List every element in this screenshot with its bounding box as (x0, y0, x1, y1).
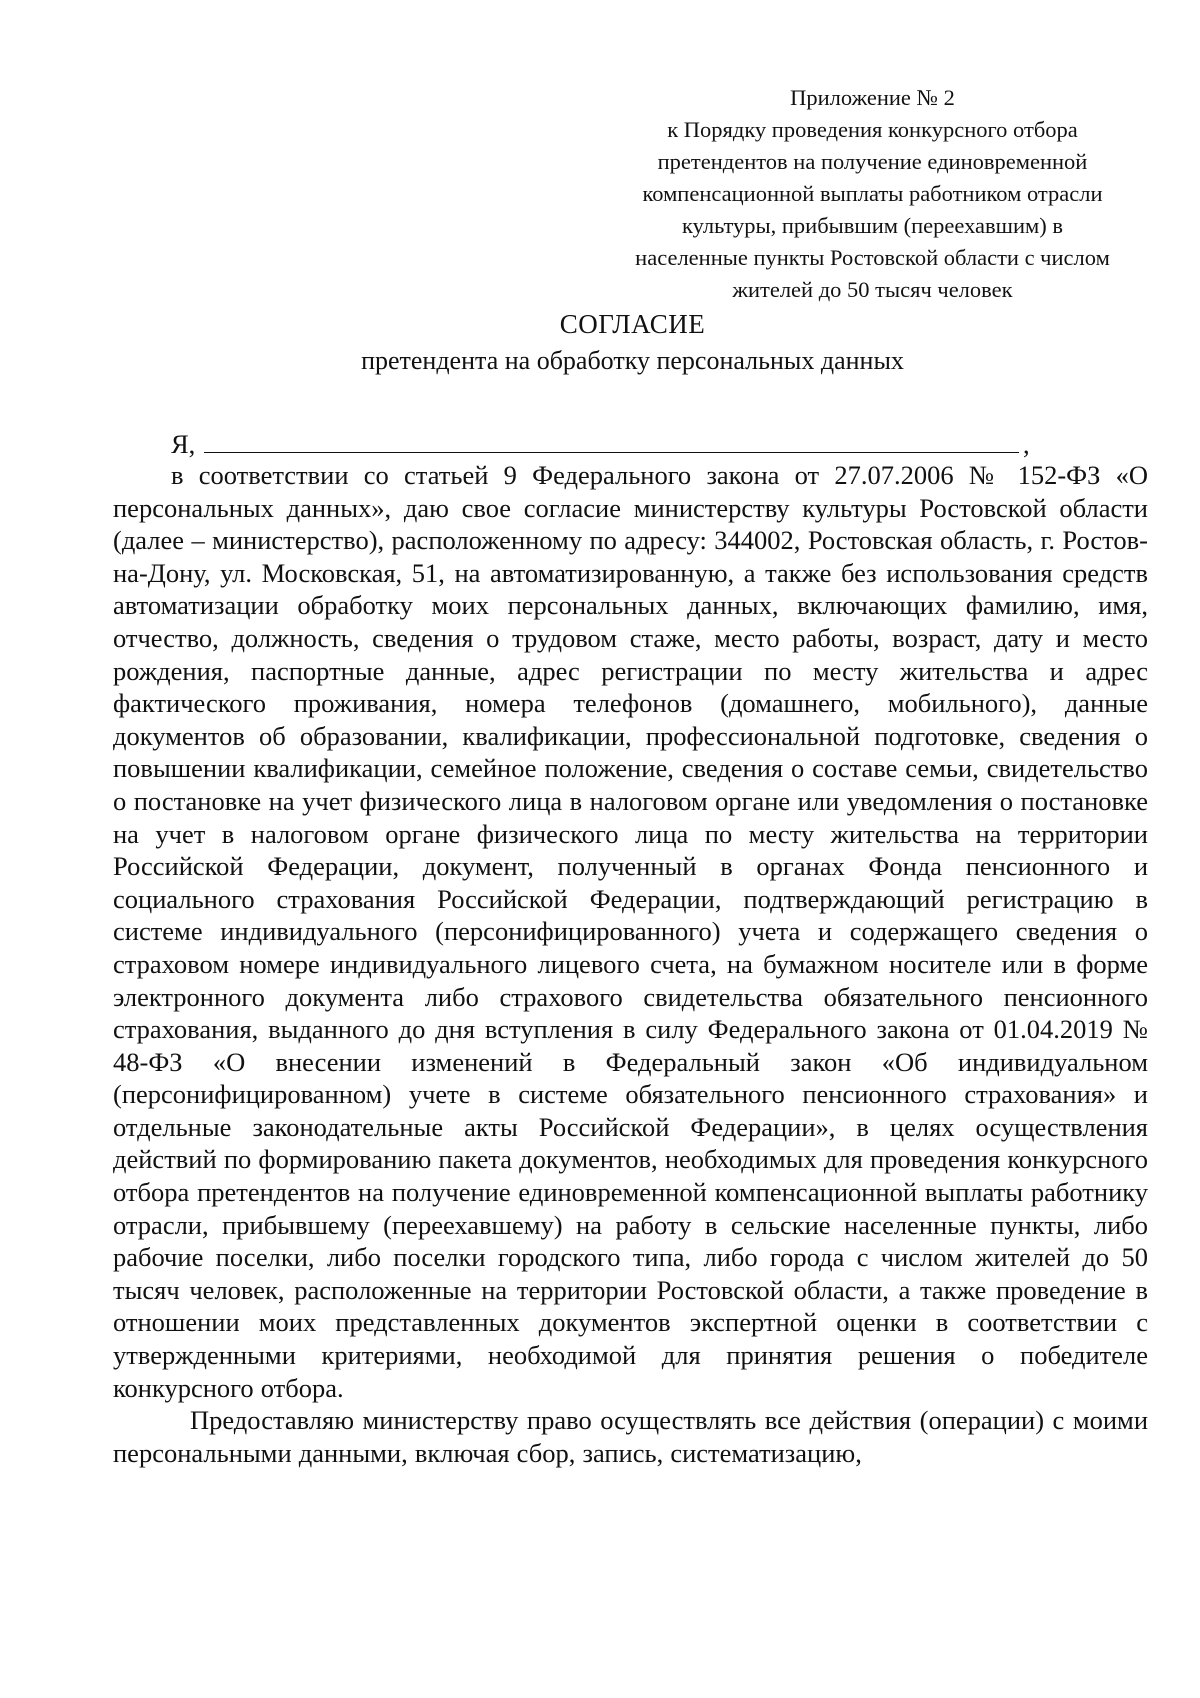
consent-paragraph: Предоставляю министерству право осуществлять все действия (операции) с моими персональными данными, включая сбор, запись, систематизацию, (113, 1405, 1148, 1468)
document-title: СОГЛАСИЕ (559, 309, 706, 339)
document-subtitle: претендента на обработку персональных данных (361, 346, 904, 375)
appendix-line: компенсационной выплаты работником отрасли (642, 181, 1103, 206)
appendix-line: Приложение № 2 (790, 85, 955, 110)
appendix-line: культуры, прибывшим (переехавшим) в (681, 213, 1064, 238)
consent-paragraph: в соответствии со статьей 9 Федерального закона от 27.07.2006 № 152-ФЗ «О персональных данных», даю свое согласие министерству культуры Ростовской области (далее – министерство), расположенному по адресу: 344002, Ростовская область, г. Ростов-на-Дону, ул. Московская, 51, на автоматизированную, а также без использования средств автоматизации обработку моих персональных данных, включающих фамилию, имя, отчество, должность, сведения о трудовом стаже, место работы, возраст, дату и место рождения, паспортные данные, адрес регистрации по месту жительства и адрес фактического проживания, номера телефонов (домашнего, мобильного), данные документов об образовании, квалификации, профессиональной подготовке, сведения о повышении квалификации, семейное положение, сведения о составе семьи, свидетельство о постановке на учет физического лица в налоговом органе или уведомления о постановке на учет в налоговом органе физического лица по месту жительства на территории Российской Федерации, документ, полученный в органах Фонда пенсионного и социального страхования Российской Федерации, подтверждающий регистрацию в системе индивидуального (персонифицированного) учета и содержащего сведения о страховом номере индивидуального лицевого счета, на бумажном носителе или в форме электронного документа либо страхового свидетельства обязательного пенсионного страхования, выданного до дня вступления в силу Федерального закона от 01.04.2019 № 48-ФЗ «О внесении изменений в Федеральный закон «Об индивидуальном (персонифицированном) учете в системе обязательного пенсионного страхования» и отдельные законодательные акты Российской Федерации», в целях осуществления действий по формированию пакета документов, необходимых для проведения конкурсного отбора претендентов на получение единовременной компенсационной выплаты работнику отрасли, прибывшему (переехавшему) на работу в сельские населенные пункты, либо рабочие поселки, либо поселки городского типа, либо города с числом жителей до 50 тысяч человек, расположенные на территории Ростовской области, а также проведение в отношении моих представленных документов экспертной оценки в соответствии с утвержденными критериями, необходимой для принятия решения о победителе конкурсного отбора. (113, 460, 1148, 1403)
appendix-line: населенные пункты Ростовской области с числом (635, 245, 1110, 270)
applicant-name-suffix: , (1023, 429, 1030, 459)
appendix-line: к Порядку проведения конкурсного отбора (667, 117, 1078, 142)
appendix-line: жителей до 50 тысяч человек (732, 277, 1013, 302)
appendix-header (600, 82, 1145, 306)
applicant-name-prefix: Я, (171, 429, 196, 459)
applicant-name-blank (204, 452, 1019, 453)
consent-body (113, 459, 1148, 1469)
appendix-line: претендентов на получение единовременной (657, 149, 1088, 174)
